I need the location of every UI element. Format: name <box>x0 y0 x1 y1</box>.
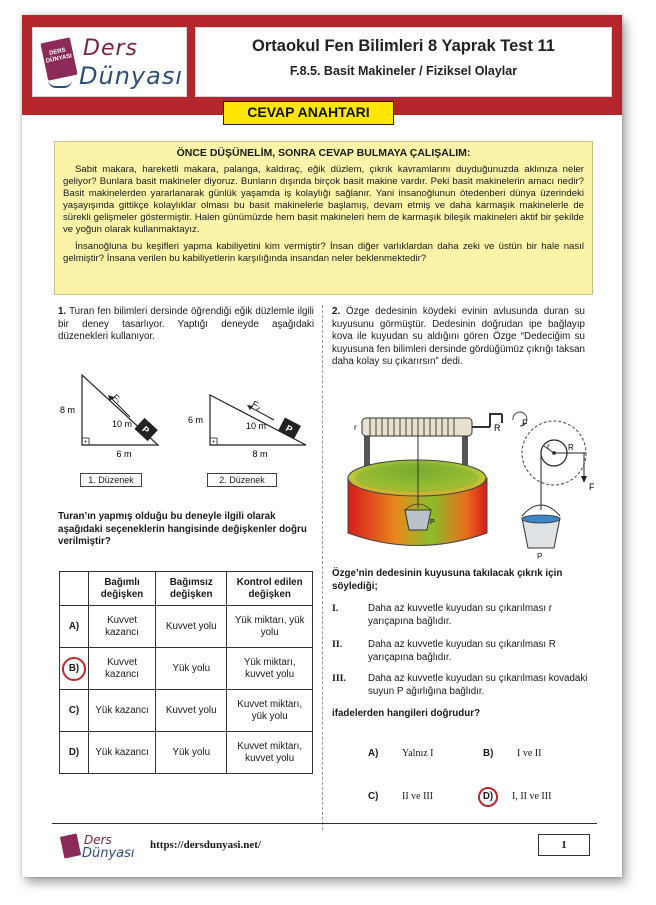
statement-3 <box>332 673 588 698</box>
page-number: 1 <box>538 834 590 856</box>
page-subtitle: F.8.5. Basit Makineler / Fiziksel Olaylar <box>289 64 518 78</box>
dependent-cell: Kuvvet kazancı <box>89 648 156 690</box>
dependent-cell: Yük kazancı <box>89 732 156 774</box>
table-header-controlled: Kontrol edilen değişken <box>227 572 313 606</box>
question-1-text <box>58 306 314 344</box>
dependent-cell: Kuvvet kazancı <box>89 606 156 648</box>
footer-logo-dunyasi: Dünyası <box>82 846 135 861</box>
footer <box>52 823 597 863</box>
independent-cell: Yük yolu <box>156 648 227 690</box>
figure-label-big-r: R <box>494 423 501 433</box>
table-header-independent: Bağımsız değişken <box>156 572 227 606</box>
intro-box <box>54 141 593 295</box>
slope-label-2: 10 m <box>246 421 267 431</box>
footer-url-link[interactable]: https://dersdunyasi.net/ <box>150 839 261 851</box>
answer-value-d: I, II ve III <box>512 791 552 802</box>
question-1-prompt: Turan’ın yapmış olduğu bu deneyle ilgili olarak aşağıdaki seçeneklerin hangisinde değişkenler doğru verilmiştir? <box>58 511 307 547</box>
table-header-empty <box>60 572 89 606</box>
force-label-2: F₂ <box>250 398 263 412</box>
incline-setup-1 <box>58 365 178 465</box>
question-2-body: Özge dedesinin köydeki evinin avlusunda duran su kuyusunu görmüştür. Dedesinin doğrudan ipe bağlayıp kova ile kuyudan su aldığını gören Özge “Dedeciğim su kuyusuna fen bilimleri dersinde gördüğümüz çıkrığı taksan daha kolay su çıkarırsın” dedi. <box>332 306 585 367</box>
option-key-a[interactable]: A) <box>60 606 89 648</box>
load-label-1: P <box>140 424 152 436</box>
footer-logo-ders: Ders <box>84 833 112 847</box>
controlled-cell: Yük miktarı, kuvvet yolu <box>227 648 313 690</box>
answer-value-b: I ve II <box>517 748 542 759</box>
figure-label-r-pulley: r <box>547 442 550 451</box>
figure-label-big-r-pulley: R <box>568 443 574 452</box>
answer-option-c[interactable] <box>368 791 433 802</box>
statement-3-text: Daha az kuvvetle kuyudan su çıkarılması kovadaki suyun P ağırlığına bağlıdır. <box>368 673 588 697</box>
figure-label-load: P <box>537 552 543 561</box>
question-2-text <box>332 306 585 369</box>
answer-option-b[interactable] <box>483 748 541 759</box>
answer-key-a: A) <box>368 748 379 759</box>
answer-value-a: Yalnız I <box>402 748 434 759</box>
table-row[interactable] <box>60 606 313 648</box>
column-divider <box>322 305 323 830</box>
figure-label-load-small: P <box>430 519 435 526</box>
statement-2 <box>332 639 588 664</box>
figure-label-force-2: F <box>589 482 595 492</box>
slope-label-1: 10 m <box>112 419 133 429</box>
intro-heading: ÖNCE DÜŞÜNELİM, SONRA CEVAP BULMAYA ÇALIŞALIM: <box>176 147 471 159</box>
statement-1-number: I. <box>332 603 339 614</box>
controlled-cell: Kuvvet miktarı, kuvvet yolu <box>227 732 313 774</box>
question-1-body: Turan fen bilimleri dersinde öğrendiği eğik düzlemle ilgili bir deney tasarlıyor. Yaptığı deneyde aşağıdaki düzenekleri kullanıyor. <box>58 306 314 342</box>
title-box <box>195 27 612 97</box>
book-icon: DERS DÜNYASI <box>40 37 77 80</box>
figure-label-r: r <box>354 423 357 432</box>
base-label-1: 6 m <box>116 449 132 459</box>
answer-key-d-selected: D) <box>478 787 498 807</box>
setup-2-label: 2. Düzenek <box>207 473 277 487</box>
intro-paragraph-2: İnsanoğluna bu keşifleri yapma kabiliyetini kim vermiştir? İnsan diğer varlıklardan daha zeki ve üstün bir hale nasıl gelmiştir? İnsana verilen bu kabiliyetlerin karşılığında insandan neler beklenmektedir? <box>63 241 584 264</box>
statement-1 <box>332 603 588 628</box>
table-header-row <box>60 572 313 606</box>
question-1-number: 1. <box>58 306 67 317</box>
question-2-which: ifadelerden hangileri doğrudur? <box>332 708 481 719</box>
dependent-cell: Yük kazancı <box>89 690 156 732</box>
answer-option-d[interactable] <box>482 787 551 807</box>
statement-3-number: III. <box>332 673 346 684</box>
statement-1-text: Daha az kuvvetle kuyudan su çıkarılması r yarıçapına bağlıdır. <box>368 603 553 627</box>
option-key-b-cell[interactable] <box>60 648 89 690</box>
logo-text-dunyasi: Dünyası <box>79 62 183 90</box>
controlled-cell: Kuvvet miktarı, yük yolu <box>227 690 313 732</box>
independent-cell: Yük yolu <box>156 732 227 774</box>
independent-cell: Kuvvet yolu <box>156 690 227 732</box>
option-key-c[interactable]: C) <box>60 690 89 732</box>
option-key-b-selected[interactable]: B) <box>62 657 86 681</box>
force-label-1: F₁ <box>110 392 124 406</box>
table-row[interactable] <box>60 648 313 690</box>
logo-text-ders: Ders <box>83 36 138 61</box>
statement-2-text: Daha az kuvvetle kuyudan su çıkarılması R yarıçapına bağlıdır. <box>368 639 556 663</box>
brand-logo[interactable] <box>32 27 187 97</box>
intro-paragraph-1: Sabit makara, hareketli makara, palanga, kaldıraç, eğik düzlem, çıkrık kavramlarını duyduğunuzda aklınıza neler geliyor? Bunlara basit makineler diyoruz. Bunların dışında birçok basit makine vardır. Peki basit makinelerin amacı nedir? Basit makinelerden yararlanarak günlük yaşamda iş kolaylığı sağlanır. Yani insanoğlunun ötedenberi dünya üzerindeki yaşayışında gittikçe kolaylıklar olması bu basit makinelerle başlamış, devam etmiş ve daha karmaşık makinelerle de sürekli gelişmeler göstermiştir. Halen günümüzde hem basit makineleri hem de karmaşık bileşik makineleri aktif bir şekilde ve yoğun olarak kullanmaktayız. <box>63 164 584 235</box>
height-label-1: 8 m <box>60 405 76 415</box>
page-title: Ortaokul Fen Bilimleri 8 Yaprak Test 11 <box>252 37 555 55</box>
table-row[interactable] <box>60 732 313 774</box>
answer-value-c: II ve III <box>402 791 434 802</box>
setup-1-label: 1. Düzenek <box>80 473 142 487</box>
book-icon <box>60 833 81 858</box>
incline-setup-2 <box>186 365 316 465</box>
header-band <box>22 15 622 115</box>
controlled-cell: Yük miktarı, yük yolu <box>227 606 313 648</box>
answer-key-c: C) <box>368 791 379 802</box>
question-2-prompt: Özge’nin dedesinin kuyusuna takılacak çıkrık için söylediği; <box>332 568 563 592</box>
base-label-2: 8 m <box>252 449 268 459</box>
load-label-2: P <box>284 422 295 435</box>
answer-option-a[interactable] <box>368 748 433 759</box>
table-row[interactable] <box>60 690 313 732</box>
option-key-d[interactable]: D) <box>60 732 89 774</box>
well-windlass-figure <box>322 398 597 558</box>
question-2-number: 2. <box>332 306 341 317</box>
variables-table <box>59 571 313 774</box>
worksheet-page <box>22 15 622 877</box>
figure-label-force-1: F <box>522 418 528 428</box>
answer-key-badge: CEVAP ANAHTARI <box>223 101 394 125</box>
answer-key-b: B) <box>483 748 494 759</box>
globe-stand-icon <box>48 80 72 88</box>
independent-cell: Kuvvet yolu <box>156 606 227 648</box>
statement-2-number: II. <box>332 639 343 650</box>
height-label-2: 6 m <box>188 415 204 425</box>
table-header-dependent: Bağımlı değişken <box>89 572 156 606</box>
